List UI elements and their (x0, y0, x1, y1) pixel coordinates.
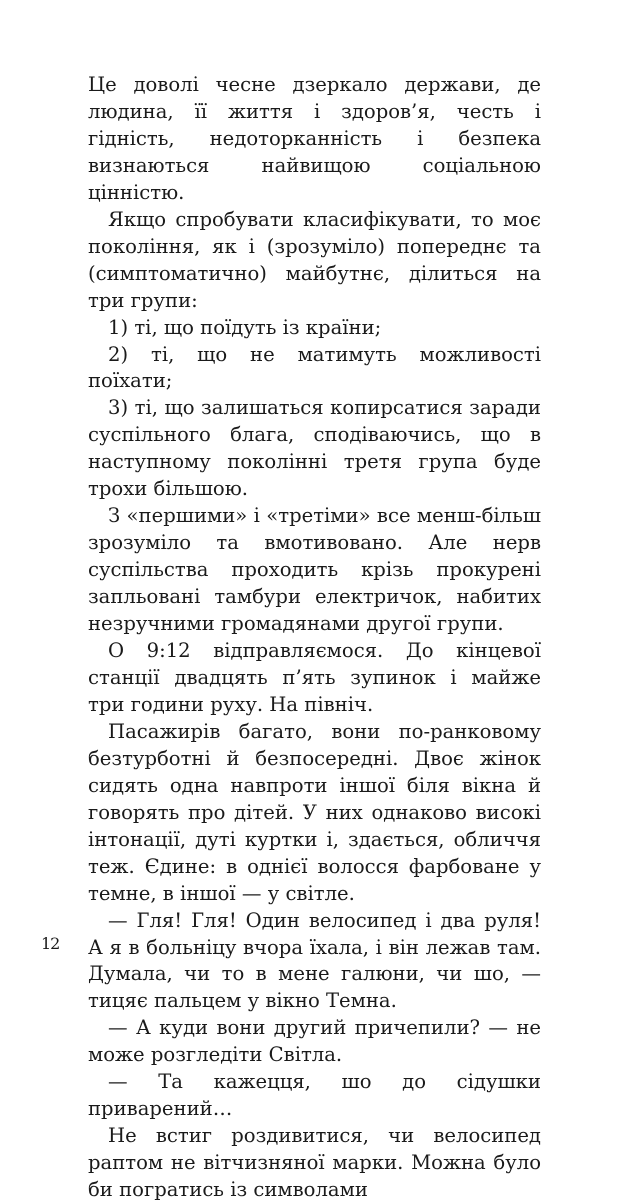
dialogue-line-3: — Та кажецця, шо до сідушки приварений… (88, 1070, 541, 1121)
list-item-3: 3) ті, що залишаться копирсатися заради суспільного блага, сподіваючись, що в наступному поколінні третя група буде трохи більшою. (88, 396, 541, 501)
paragraph-5: Пасажирів багато, вони по-ранковому безтурботні й безпосередні. Двоє жінок сидять одна навпроти іншої біля вікна й говорять про дітей. У них однаково високі інтонації, дуті куртки і, здається, обличчя теж. Єдине: в однієї волосся фарбоване у темне, в іншої — у світле. (88, 719, 541, 905)
paragraph-4: О 9:12 відправляємося. До кінцевої станції двадцять п’ять зупинок і майже три години руху. На північ. (88, 639, 541, 716)
paragraph-1: Це доволі чесне дзеркало держави, де людина, її життя і здоров’я, честь і гідність, недоторканність і безпека визнаються найвищою соціальною цінністю. (88, 73, 541, 204)
page-number: 12 (41, 934, 60, 953)
dialogue-line-1: — Гля! Гля! Один велосипед і два руля! А я в больніцу вчора їхала, і він лежав там. Думала, чи то в мене галюни, чи шо, — тицяє пальцем у вікно Темна. (88, 908, 541, 1013)
dialogue-line-2: — А куди вони другий причепили? — не може розгледіти Світла. (88, 1016, 541, 1067)
body-text (88, 72, 541, 1204)
list-item-2: 2) ті, що не матимуть можливості поїхати; (88, 342, 541, 393)
paragraph-3: З «першими» і «третіми» все менш-більш зрозуміло та вмотивовано. Але нерв суспільства проходить крізь прокурені запльовані тамбури електричок, набитих незручними громадянами другої групи. (88, 504, 541, 636)
paragraph-2: Якщо спробувати класифікувати, то моє покоління, як і (зрозуміло) попереднє та (симптоматично) майбутнє, ділиться на три групи: (88, 207, 541, 312)
paragraph-6: Не встиг роздивитися, чи велосипед раптом не вітчизняної марки. Можна було би погратись із символами (88, 1124, 541, 1202)
list-item-1: 1) ті, що поїдуть із країни; (108, 315, 382, 339)
